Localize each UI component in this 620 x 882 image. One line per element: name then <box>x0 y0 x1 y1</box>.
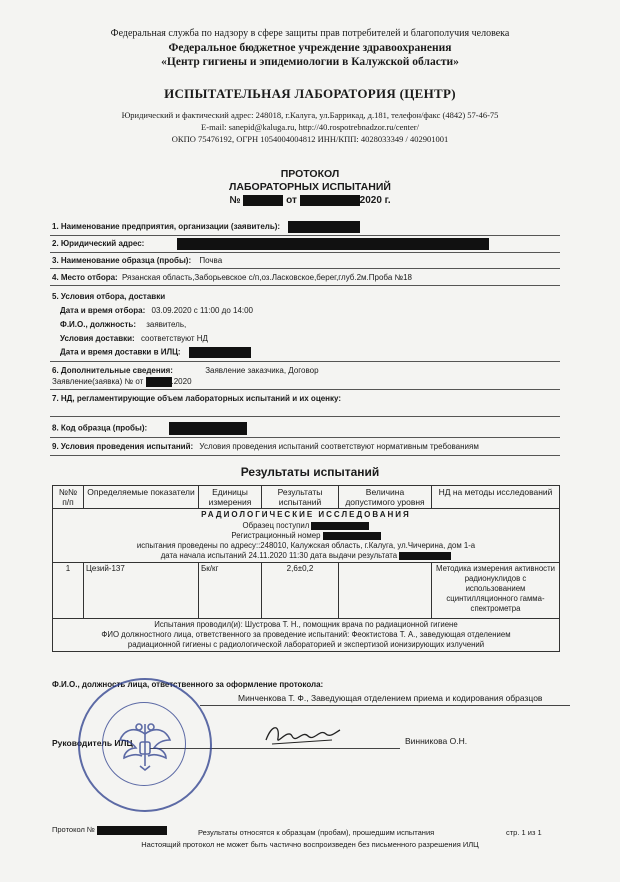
field-5-date-label: Дата и время отбора: <box>60 306 146 315</box>
agency-line: Федеральная служба по надзору в сфере защиты прав потребителей и благополучия человека <box>110 28 510 39</box>
protocol-responsible-value: Минченкова Т. Ф., Заведующая отделением приема и кодирования образцов <box>238 693 543 703</box>
field-6-value-1: Заявление заказчика, Договор <box>205 366 319 375</box>
sample-info-row <box>53 520 560 563</box>
reg-no-line <box>55 531 557 541</box>
field-5-fio-value: заявитель, <box>146 320 187 329</box>
divider <box>50 437 560 438</box>
field-5-fio-label: Ф.И.О., должность: <box>60 320 136 329</box>
field-2-label: 2. Юридический адрес: <box>52 239 145 249</box>
notes-row <box>53 619 560 652</box>
responsible-1: ФИО должностного лица, ответственного за проведение испытаний: Феоктистова Т. А., заведующая отделением <box>101 630 511 639</box>
protocol-year: 2020 г. <box>359 195 391 207</box>
redacted-sample-in <box>311 522 369 530</box>
field-5-fio <box>60 320 186 329</box>
row-unit: Бк/кг <box>199 563 262 619</box>
section-row <box>53 509 560 521</box>
sample-in-line <box>55 521 557 531</box>
field-6-label: 6. Дополнительные сведения: <box>52 366 173 375</box>
field-9-label: 9. Условия проведения испытаний: <box>52 442 194 451</box>
field-3-value: Почва <box>199 256 223 265</box>
conducted-by: Испытания проводил(и): Шустрова Т. Н., помощник врача по радиационной гигиене <box>154 620 458 629</box>
field-5-conditions <box>60 334 208 343</box>
column-header: Определяемые показатели <box>84 486 199 509</box>
divider <box>50 389 560 390</box>
notes <box>53 619 560 652</box>
column-header: Единицы измерения <box>199 486 262 509</box>
field-5-date <box>60 306 253 315</box>
signature-line <box>200 705 570 706</box>
field-6 <box>52 366 319 375</box>
field-7 <box>52 394 341 403</box>
field-5 <box>52 292 165 301</box>
field-5-deliv-label: Дата и время доставки в ИЛЦ: <box>60 347 181 357</box>
page-number: стр. 1 из 1 <box>506 828 542 837</box>
field-4 <box>52 273 412 282</box>
field-1-label: 1. Наименование предприятия, организации (заявитель): <box>52 222 281 232</box>
redacted-reg-no <box>323 532 381 540</box>
address-line: Юридический и фактический адрес: 248018, г.Калуга, ул.Баррикад, д.181, телефон/факс (4842) 57-46-75 <box>121 110 499 120</box>
row-number: 1 <box>53 563 84 619</box>
head-name: Винникова О.Н. <box>405 736 468 746</box>
divider <box>50 455 560 456</box>
codes-line: ОКПО 75476192, ОГРН 1054004004812 ИНН/КПП: 4028033349 / 402901001 <box>171 134 449 144</box>
protocol-responsible <box>52 680 323 689</box>
field-9 <box>52 442 479 451</box>
field-2 <box>52 238 489 250</box>
row-result: 2,6±0,2 <box>262 563 339 619</box>
lab-title: ИСПЫТАТЕЛЬНАЯ ЛАБОРАТОРИЯ (ЦЕНТР) <box>164 86 456 101</box>
field-6-line-2 <box>52 377 192 387</box>
field-8-label: 8. Код образца (пробы): <box>52 423 148 433</box>
redacted-delivery <box>189 347 251 358</box>
sample-in: Образец поступил <box>242 521 310 530</box>
redacted-date <box>300 195 360 206</box>
field-1 <box>52 221 360 233</box>
redacted-applicant <box>288 221 360 233</box>
head-label: Руководитель ИЛЦ <box>52 738 133 748</box>
eagle-emblem-icon <box>110 710 180 780</box>
protocol-from-label: от <box>286 195 297 207</box>
field-6-value-2c: .2020 <box>171 377 192 387</box>
protocol-subtitle: ЛАБОРАТОРНЫХ ИСПЫТАНИЙ <box>229 181 391 193</box>
section-title: РАДИОЛОГИЧЕСКИЕ ИССЛЕДОВАНИЯ <box>53 509 560 521</box>
divider <box>50 268 560 269</box>
official-stamp <box>78 678 212 812</box>
divider <box>50 235 560 236</box>
results-title: Результаты испытаний <box>240 465 380 479</box>
table-header-row <box>53 486 560 509</box>
redacted-application <box>146 377 172 387</box>
protocol-title: ПРОТОКОЛ <box>280 168 340 180</box>
protocol-number-line <box>0 195 620 206</box>
redacted-number <box>243 195 283 206</box>
row-indicator: Цезий-137 <box>84 563 199 619</box>
sample-info <box>53 520 560 563</box>
field-3 <box>52 256 222 265</box>
protocol-no-label: № <box>229 195 241 207</box>
field-4-value: Рязанская область,Заборьевское с/п,оз.Ласковское,берег,глуб.2м.Проба №18 <box>121 273 412 282</box>
field-3-label: 3. Наименование образца (пробы): <box>52 256 192 265</box>
protocol-responsible-label: Ф.И.О., должность лица, ответственного за оформление протокола: <box>52 680 324 689</box>
signature-scribble <box>262 718 342 750</box>
column-header: НД на методы исследований <box>432 486 560 509</box>
footer-note-2: Настоящий протокол не может быть частично воспроизведен без письменного разрешения ИЛЦ <box>141 840 479 849</box>
field-7-label: 7. НД, регламентирующие объем лабораторных испытаний и их оценку: <box>52 394 342 403</box>
results-table <box>52 485 560 652</box>
field-8 <box>52 422 247 435</box>
test-dates: дата начала испытаний 24.11.2020 11:30 дата выдачи результата <box>160 551 398 560</box>
field-5-cond-value: соответствуют НД <box>140 334 208 343</box>
footer-protocol <box>52 825 167 835</box>
redacted-footer-number <box>97 826 167 835</box>
divider <box>50 285 560 286</box>
divider <box>50 252 560 253</box>
field-6-value-2a: Заявление(заявка) № <box>52 377 134 387</box>
footer-note-1: Результаты относятся к образцам (пробам), прошедшим испытания <box>198 828 435 837</box>
redacted-address <box>177 238 489 250</box>
column-header: Величина допустимого уровня <box>339 486 432 509</box>
center-name-line: «Центр гигиены и эпидемиологии в Калужской области» <box>161 56 459 68</box>
column-header: Результаты испытаний <box>262 486 339 509</box>
reg-no: Регистрационный номер <box>231 531 321 540</box>
institution-line: Федеральное бюджетное учреждение здравоохранения <box>168 42 452 54</box>
field-6-value-2b: от <box>135 377 144 387</box>
divider <box>50 361 560 362</box>
test-address: испытания проведены по адресу::248010, Калужская область, г.Калуга, ул.Чичерина, дом 1-а <box>136 541 476 550</box>
field-5-date-value: 03.09.2020 с 11:00 до 14:00 <box>151 306 254 315</box>
row-limit <box>339 563 432 619</box>
test-dates-line <box>55 551 557 561</box>
redacted-code <box>169 422 247 435</box>
table-row <box>53 563 560 619</box>
responsible-2: радиационной гигиены с радиологической лабораторией и экспертизой ионизирующих излучений <box>127 640 485 649</box>
email-line: E-mail: sanepid@kaluga.ru, http://40.rospotrebnadzor.ru/center/ <box>201 122 419 132</box>
footer-protocol-label: Протокол № <box>52 825 95 834</box>
field-4-label: 4. Место отбора: <box>52 273 118 282</box>
field-5-cond-label: Условия доставки: <box>60 334 135 343</box>
row-method: Методика измерения активности радионуклидов с использованием сцинтилляционного гамма-спектрометра <box>432 563 560 619</box>
column-header: №№ п/п <box>53 486 84 509</box>
redacted-issue-date <box>399 552 451 560</box>
divider <box>50 416 560 417</box>
field-5-delivery <box>60 347 251 358</box>
field-5-label: 5. Условия отбора, доставки <box>52 292 166 301</box>
field-9-value: Условия проведения испытаний соответствуют нормативным требованиям <box>199 442 479 451</box>
